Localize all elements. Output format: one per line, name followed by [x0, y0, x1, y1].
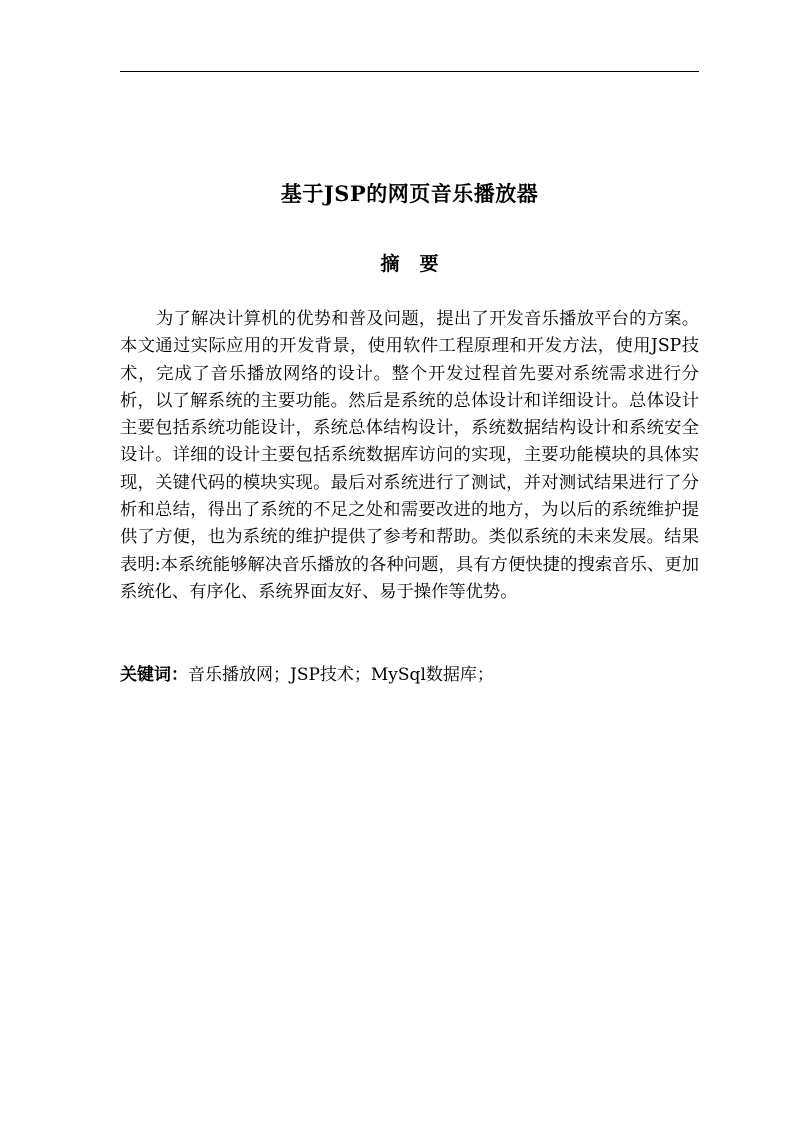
abstract-body: 为了解决计算机的优势和普及问题，提出了开发音乐播放平台的方案。本文通过实际应用的开发背景，使用软件工程原理和开发方法，使用JSP技术，完成了音乐播放网络的设计。整个开发过程首先要对系统需求进行分析，以了解系统的主要功能。然后是系统的总体设计和详细设计。总体设计主要包括系统功能设计，系统总体结构设计，系统数据结构设计和系统安全设计。详细的设计主要包括系统数据库访问的实现，主要功能模块的具体实现，关键代码的模块实现。最后对系统进行了测试，并对测试结果进行了分析和总结，得出了系统的不足之处和需要改进的地方，为以后的系统维护提供了方便，也为系统的维护提供了参考和帮助。类似系统的未来发展。结果表明:本系统能够解决音乐播放的各种问题，具有方便快捷的搜索音乐、更加系统化、有序化、系统界面友好、易于操作等优势。	[120, 309, 699, 602]
document-title: 基于JSP的网页音乐播放器	[280, 181, 539, 206]
keywords-line	[120, 661, 699, 689]
keywords-label: 关键词：	[120, 665, 188, 685]
header-rule	[120, 71, 699, 72]
abstract-heading: 摘要	[380, 253, 459, 275]
keywords-value: 音乐播放网；JSP技术；MySql数据库；	[188, 665, 494, 685]
